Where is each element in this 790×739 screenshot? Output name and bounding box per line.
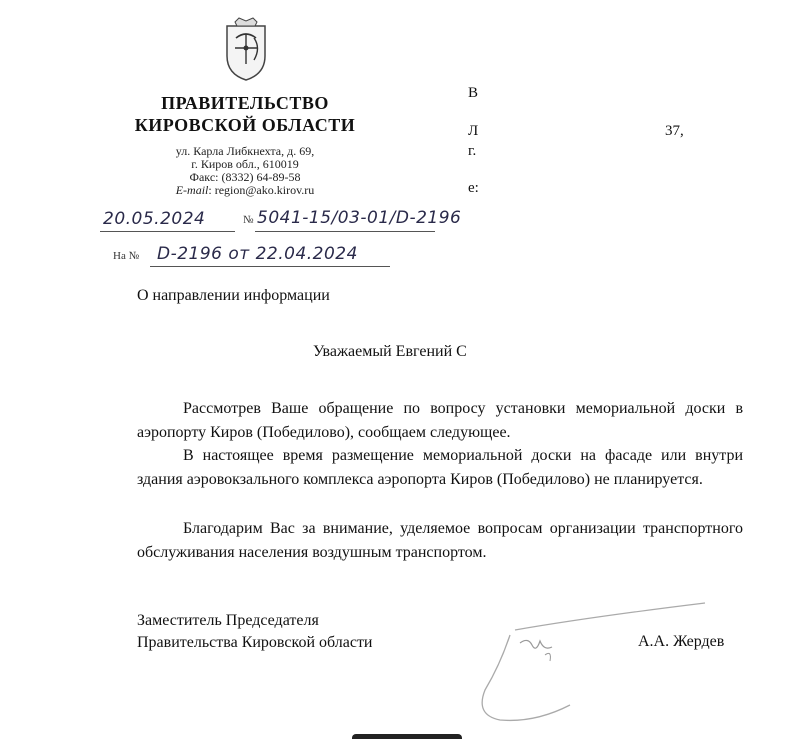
handwritten-signature [440, 595, 730, 735]
address-street: ул. Карла Либкнехта, д. 69, [175, 144, 315, 158]
body-paragraph-1: Рассмотрев Ваше обращение по вопросу установки мемориальной доски в аэропорту Киров (Победилово), сообщаем следующее. [137, 400, 743, 441]
letter-subject: О направлении информации [137, 287, 330, 304]
email-label: E-mail [175, 183, 209, 197]
address-city: г. Киров обл., 610019 [191, 157, 299, 171]
reply-underline [150, 266, 390, 267]
salutation: Уважаемый Евгений С [313, 343, 467, 360]
recipient-line2: Л [468, 123, 479, 139]
salutation-redaction [508, 340, 708, 364]
signatory-name: А.А. Жердев [638, 633, 725, 650]
recipient-line4: e: [468, 180, 479, 196]
bottom-edge-bar [352, 734, 462, 739]
date-underline [100, 231, 235, 232]
redaction-box [480, 70, 660, 200]
organization-title-line2: КИРОВСКОЙ ОБЛАСТИ [134, 115, 356, 135]
email-value: : region@ako.kirov.ru [208, 183, 315, 197]
body-paragraph-3: Благодарим Вас за внимание, уделяемое вопросам организации транспортного обслуживания населения воздушным транспортом. [137, 520, 743, 561]
reply-reference: D-2196 от 22.04.2024 [157, 244, 358, 264]
number-underline [255, 231, 435, 232]
body-paragraph-2: В настоящее время размещение мемориальной доски на фасаде или внутри здания аэровокзального комплекса аэропорта Киров (Победилово) не планируется. [137, 447, 743, 488]
organization-title-line1: ПРАВИТЕЛЬСТВО [161, 93, 329, 113]
reply-prefix: На № [113, 250, 140, 262]
email-line [150, 184, 340, 197]
coat-of-arms-icon [221, 16, 271, 82]
document-date: 20.05.2024 [103, 209, 206, 229]
signatory-title-line2: Правительства Кировской области [137, 634, 373, 651]
signatory-title-line1: Заместитель Председателя [137, 612, 319, 629]
recipient-line3: г. [468, 143, 477, 159]
fax-number: Факс: (8332) 64-89-58 [189, 170, 301, 184]
number-prefix: № [243, 214, 254, 226]
document-number: 5041-15/03-01/D-2196 [257, 208, 462, 228]
recipient-line2-tail: 37, [665, 123, 684, 139]
recipient-line1: В [468, 85, 479, 101]
